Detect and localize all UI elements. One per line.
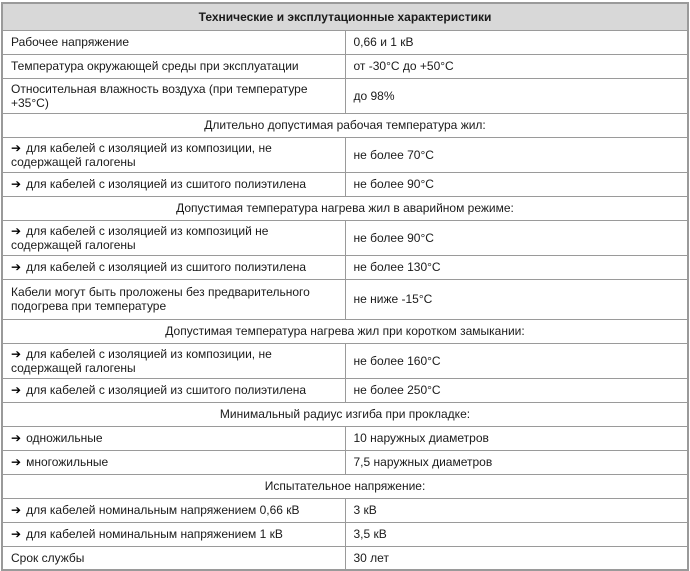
- table-row: [2, 522, 688, 546]
- row-value: 10 наружных диаметров: [345, 426, 688, 450]
- row-label: Температура окружающей среды при эксплуатации: [11, 59, 299, 73]
- section-row: [2, 196, 688, 220]
- row-label: для кабелей номинальным напряжением 0,66 кВ: [26, 503, 300, 517]
- row-label: для кабелей с изоляцией из сшитого полиэтилена: [26, 260, 307, 274]
- section-row: [2, 113, 688, 137]
- table-row: [2, 498, 688, 522]
- row-label: для кабелей с изоляцией из композиции, не содержащей галогены: [11, 140, 272, 169]
- table-row: [2, 172, 688, 196]
- section-label: Допустимая температура нагрева жил в аварийном режиме:: [2, 196, 688, 220]
- arrow-bullet-icon: ➔: [11, 260, 22, 274]
- row-value: 3 кВ: [345, 498, 688, 522]
- row-label: Относительная влажность воздуха (при температуре +35°С): [11, 81, 308, 110]
- row-value: от -30°С до +50°С: [345, 54, 688, 78]
- table-body: [2, 30, 688, 570]
- row-value: не ниже -15°С: [345, 279, 688, 319]
- arrow-bullet-icon: ➔: [11, 383, 22, 397]
- section-label: Минимальный радиус изгиба при прокладке:: [2, 402, 688, 426]
- row-value: не более 130°С: [345, 255, 688, 279]
- arrow-bullet-icon: ➔: [11, 140, 22, 155]
- row-label: для кабелей с изоляцией из сшитого полиэтилена: [26, 177, 307, 191]
- arrow-bullet-icon: ➔: [11, 431, 22, 445]
- row-label-cell: [2, 498, 345, 522]
- table-row: [2, 378, 688, 402]
- section-label: Длительно допустимая рабочая температура жил:: [2, 113, 688, 137]
- row-label-cell: [2, 220, 345, 255]
- row-value: не более 70°С: [345, 137, 688, 172]
- arrow-bullet-icon: ➔: [11, 177, 22, 191]
- section-row: [2, 319, 688, 343]
- table-row: [2, 220, 688, 255]
- table-header-row: [2, 3, 688, 30]
- row-value: не более 90°С: [345, 220, 688, 255]
- arrow-bullet-icon: ➔: [11, 455, 22, 469]
- table-row: [2, 54, 688, 78]
- arrow-bullet-icon: ➔: [11, 223, 22, 238]
- row-value: 7,5 наружных диаметров: [345, 450, 688, 474]
- row-label-cell: [2, 522, 345, 546]
- row-label-cell: [2, 450, 345, 474]
- table-row: [2, 546, 688, 570]
- row-label-cell: [2, 30, 345, 54]
- row-value: не более 90°С: [345, 172, 688, 196]
- row-label: одножильные: [26, 431, 103, 445]
- row-value: не более 250°С: [345, 378, 688, 402]
- row-value: до 98%: [345, 78, 688, 113]
- row-label-cell: [2, 78, 345, 113]
- row-label-cell: [2, 255, 345, 279]
- row-label-cell: [2, 54, 345, 78]
- row-label: Кабели могут быть проложены без предварительного подогрева при температуре: [11, 285, 310, 313]
- table-row: [2, 255, 688, 279]
- row-label-cell: [2, 546, 345, 570]
- arrow-bullet-icon: ➔: [11, 503, 22, 517]
- table-row: [2, 426, 688, 450]
- arrow-bullet-icon: ➔: [11, 527, 22, 541]
- table-row: [2, 137, 688, 172]
- row-label-cell: [2, 426, 345, 450]
- row-label-cell: [2, 378, 345, 402]
- row-label: для кабелей номинальным напряжением 1 кВ: [26, 527, 283, 541]
- section-row: [2, 402, 688, 426]
- row-value: не более 160°С: [345, 343, 688, 378]
- section-label: Испытательное напряжение:: [2, 474, 688, 498]
- row-label: Рабочее напряжение: [11, 35, 130, 49]
- row-label-cell: [2, 279, 345, 319]
- row-label: для кабелей с изоляцией из композиций не содержащей галогены: [11, 223, 269, 252]
- row-label-cell: [2, 172, 345, 196]
- row-value: 30 лет: [345, 546, 688, 570]
- table-row: [2, 78, 688, 113]
- row-label-cell: [2, 343, 345, 378]
- arrow-bullet-icon: ➔: [11, 346, 22, 361]
- row-value: 3,5 кВ: [345, 522, 688, 546]
- table-row: [2, 343, 688, 378]
- row-label: для кабелей с изоляцией из сшитого полиэтилена: [26, 383, 307, 397]
- section-row: [2, 474, 688, 498]
- table-row: [2, 30, 688, 54]
- row-label: Срок службы: [11, 550, 85, 565]
- table-row: [2, 279, 688, 319]
- table-title: Технические и эксплутационные характеристики: [2, 3, 688, 30]
- specs-table: [1, 2, 689, 571]
- row-label: для кабелей с изоляцией из композиции, не содержащей галогены: [11, 346, 272, 375]
- row-value: 0,66 и 1 кВ: [345, 30, 688, 54]
- table-row: [2, 450, 688, 474]
- section-label: Допустимая температура нагрева жил при коротком замыкании:: [2, 319, 688, 343]
- row-label-cell: [2, 137, 345, 172]
- row-label: многожильные: [26, 455, 109, 469]
